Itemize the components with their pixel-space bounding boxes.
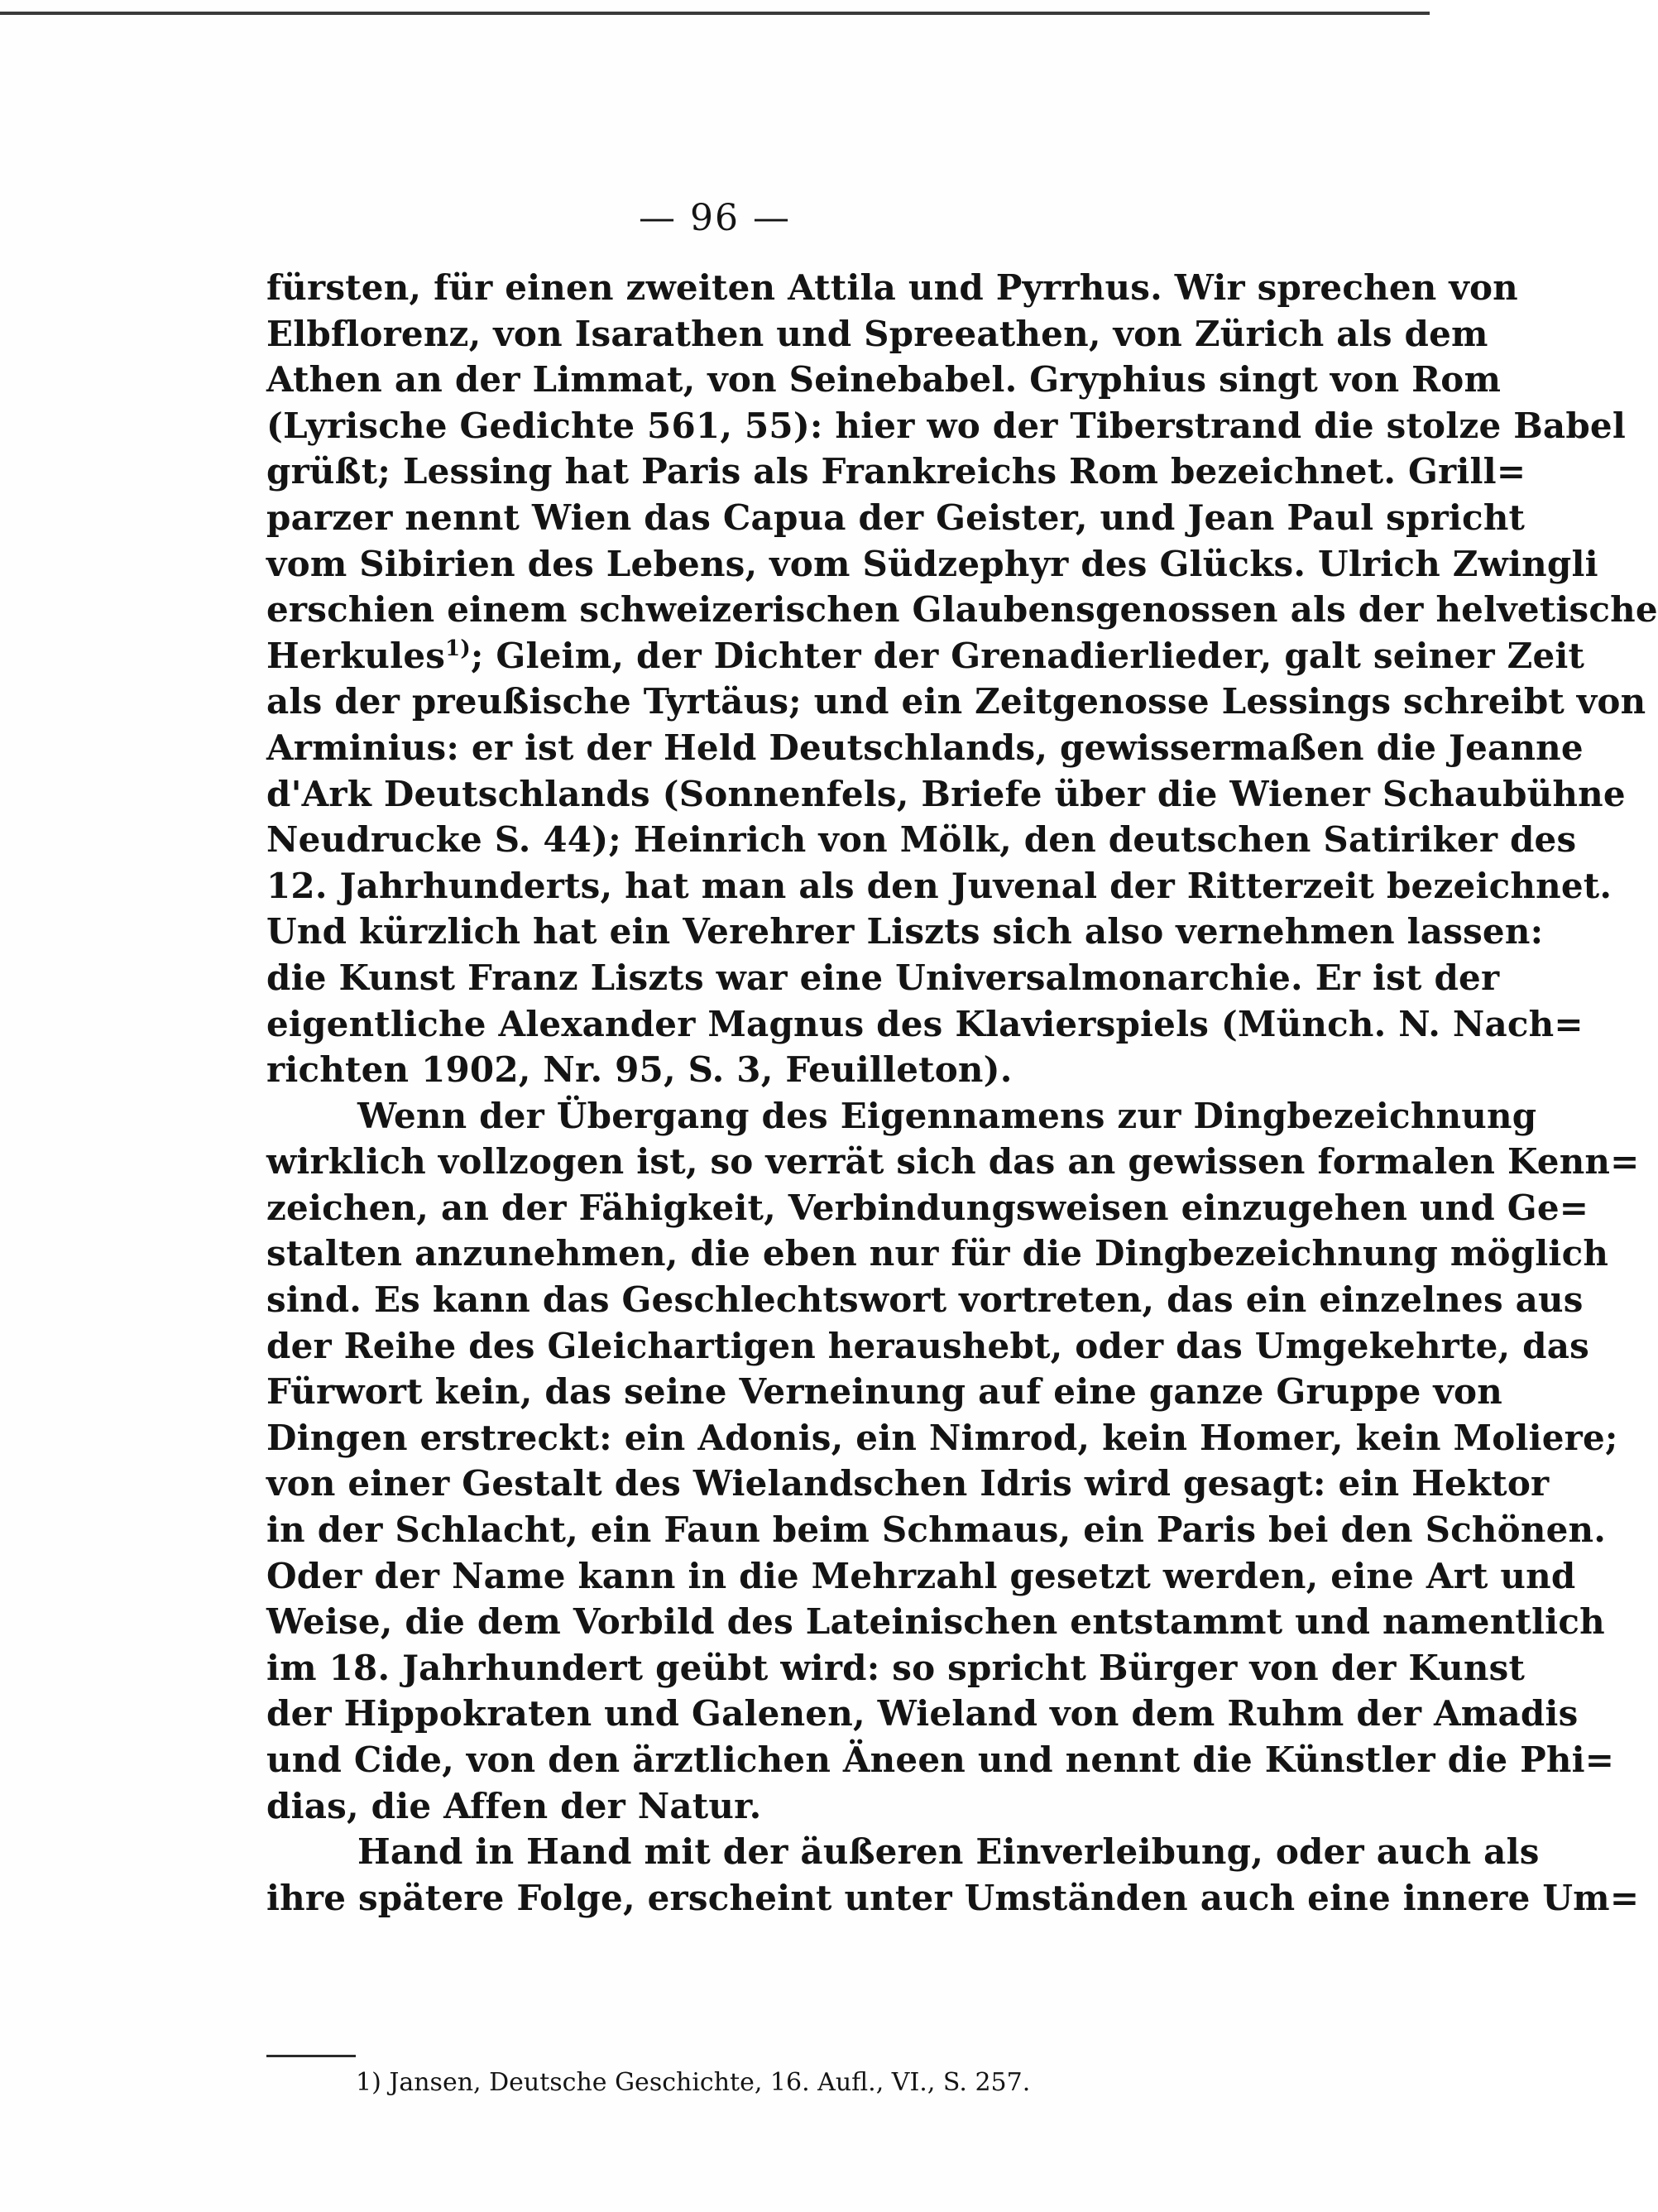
- text-line: stalten anzunehmen, die eben nur für die Dingbezeichnung möglich: [266, 1233, 1609, 1274]
- text-line: Wenn der Übergang des Eigennamens zur Dingbezeichnung: [357, 1095, 1537, 1136]
- text-line: Athen an der Limmat, von Seinebabel. Gryphius singt von Rom: [266, 359, 1502, 401]
- text-line-with-footnote-ref: Herkules$^{1)}$; Gleim, der Dichter der Grenadierlieder, galt seiner Zeit: [266, 635, 1585, 676]
- text-line: grüßt; Lessing hat Paris als Frankreichs Rom bezeichnet. Grill=: [266, 451, 1526, 492]
- paragraph-1: [266, 265, 1658, 1093]
- text-line: und Cide, von den ärztlichen Äneen und nennt die Künstler die Phi=: [266, 1739, 1615, 1780]
- top-edge-rule: [0, 12, 1430, 15]
- text-line: der Hippokraten und Galenen, Wieland von dem Ruhm der Amadis: [266, 1693, 1579, 1735]
- text-line: wirklich vollzogen ist, so verrät sich das an gewissen formalen Kenn=: [266, 1141, 1640, 1183]
- text-line: Dingen erstreckt: ein Adonis, ein Nimrod, kein Homer, kein Moliere;: [266, 1417, 1618, 1458]
- text-line: Und kürzlich hat ein Verehrer Liszts sich also vernehmen lassen:: [266, 911, 1544, 952]
- text-line: der Reihe des Gleichartigen heraushebt, oder das Umgekehrte, das: [266, 1325, 1589, 1366]
- text-line: ihre spätere Folge, erscheint unter Umständen auch eine innere Um=: [266, 1877, 1640, 1918]
- text-line: Arminius: er ist der Held Deutschlands, gewissermaßen die Jeanne: [266, 727, 1584, 768]
- text-line: Weise, die dem Vorbild des Lateinischen entstammt und namentlich: [266, 1601, 1605, 1643]
- text-line: 12. Jahrhunderts, hat man als den Juvenal der Ritterzeit bezeichnet.: [266, 865, 1612, 906]
- paragraph-2: [266, 1093, 1640, 1830]
- text-line: fürsten, für einen zweiten Attila und Pyrrhus. Wir sprechen von: [266, 267, 1518, 308]
- text-line: Neudrucke S. 44); Heinrich von Mölk, den deutschen Satiriker des: [266, 819, 1577, 861]
- text-line: erschien einem schweizerischen Glaubensgenossen als der helvetische: [266, 589, 1658, 631]
- text-line: Oder der Name kann in die Mehrzahl gesetzt werden, eine Art und: [266, 1555, 1576, 1596]
- text-line: Fürwort kein, das seine Verneinung auf eine ganze Gruppe von: [266, 1371, 1502, 1413]
- text-line: richten 1902, Nr. 95, S. 3, Feuilleton).: [266, 1049, 1013, 1091]
- text-line: die Kunst Franz Liszts war eine Universalmonarchie. Er ist der: [266, 957, 1500, 998]
- text-line: Hand in Hand mit der äußeren Einverleibung, oder auch als: [357, 1831, 1540, 1873]
- text-line: dias, die Affen der Natur.: [266, 1785, 762, 1826]
- footnote: 1) Jansen, Deutsche Geschichte, 16. Aufl., VI., S. 257.: [356, 2068, 1031, 2097]
- text-line: vom Sibirien des Lebens, vom Südzephyr des Glücks. Ulrich Zwingli: [266, 543, 1598, 584]
- text-line: (Lyrische Gedichte 561, 55): hier wo der Tiberstrand die stolze Babel: [266, 405, 1626, 446]
- text-line: zeichen, an der Fähigkeit, Verbindungsweisen einzugehen und Ge=: [266, 1187, 1589, 1228]
- text-line: von einer Gestalt des Wielandschen Idris wird gesagt: ein Hektor: [266, 1463, 1550, 1504]
- text-line: eigentliche Alexander Magnus des Klavierspiels (Münch. N. Nach=: [266, 1003, 1584, 1044]
- page-number: — 96 —: [639, 197, 791, 239]
- text-line: im 18. Jahrhundert geübt wird: so spricht Bürger von der Kunst: [266, 1647, 1526, 1688]
- footnote-separator: [266, 2055, 356, 2057]
- text-line: als der preußische Tyrtäus; und ein Zeitgenosse Lessings schreibt von: [266, 681, 1646, 722]
- paragraph-3: [266, 1829, 1640, 1921]
- text-line: in der Schlacht, ein Faun beim Schmaus, ein Paris bei den Schönen.: [266, 1509, 1607, 1551]
- footnote-ref-marker: 1): [445, 636, 471, 661]
- text-line: d'Ark Deutschlands (Sonnenfels, Briefe über die Wiener Schaubühne: [266, 773, 1626, 814]
- body-text: [266, 265, 1658, 1921]
- text-line: parzer nennt Wien das Capua der Geister, und Jean Paul spricht: [266, 497, 1526, 538]
- text-line: Elbflorenz, von Isarathen und Spreeathen, von Zürich als dem: [266, 313, 1488, 354]
- text-line: sind. Es kann das Geschlechtswort vortreten, das ein einzelnes aus: [266, 1279, 1584, 1321]
